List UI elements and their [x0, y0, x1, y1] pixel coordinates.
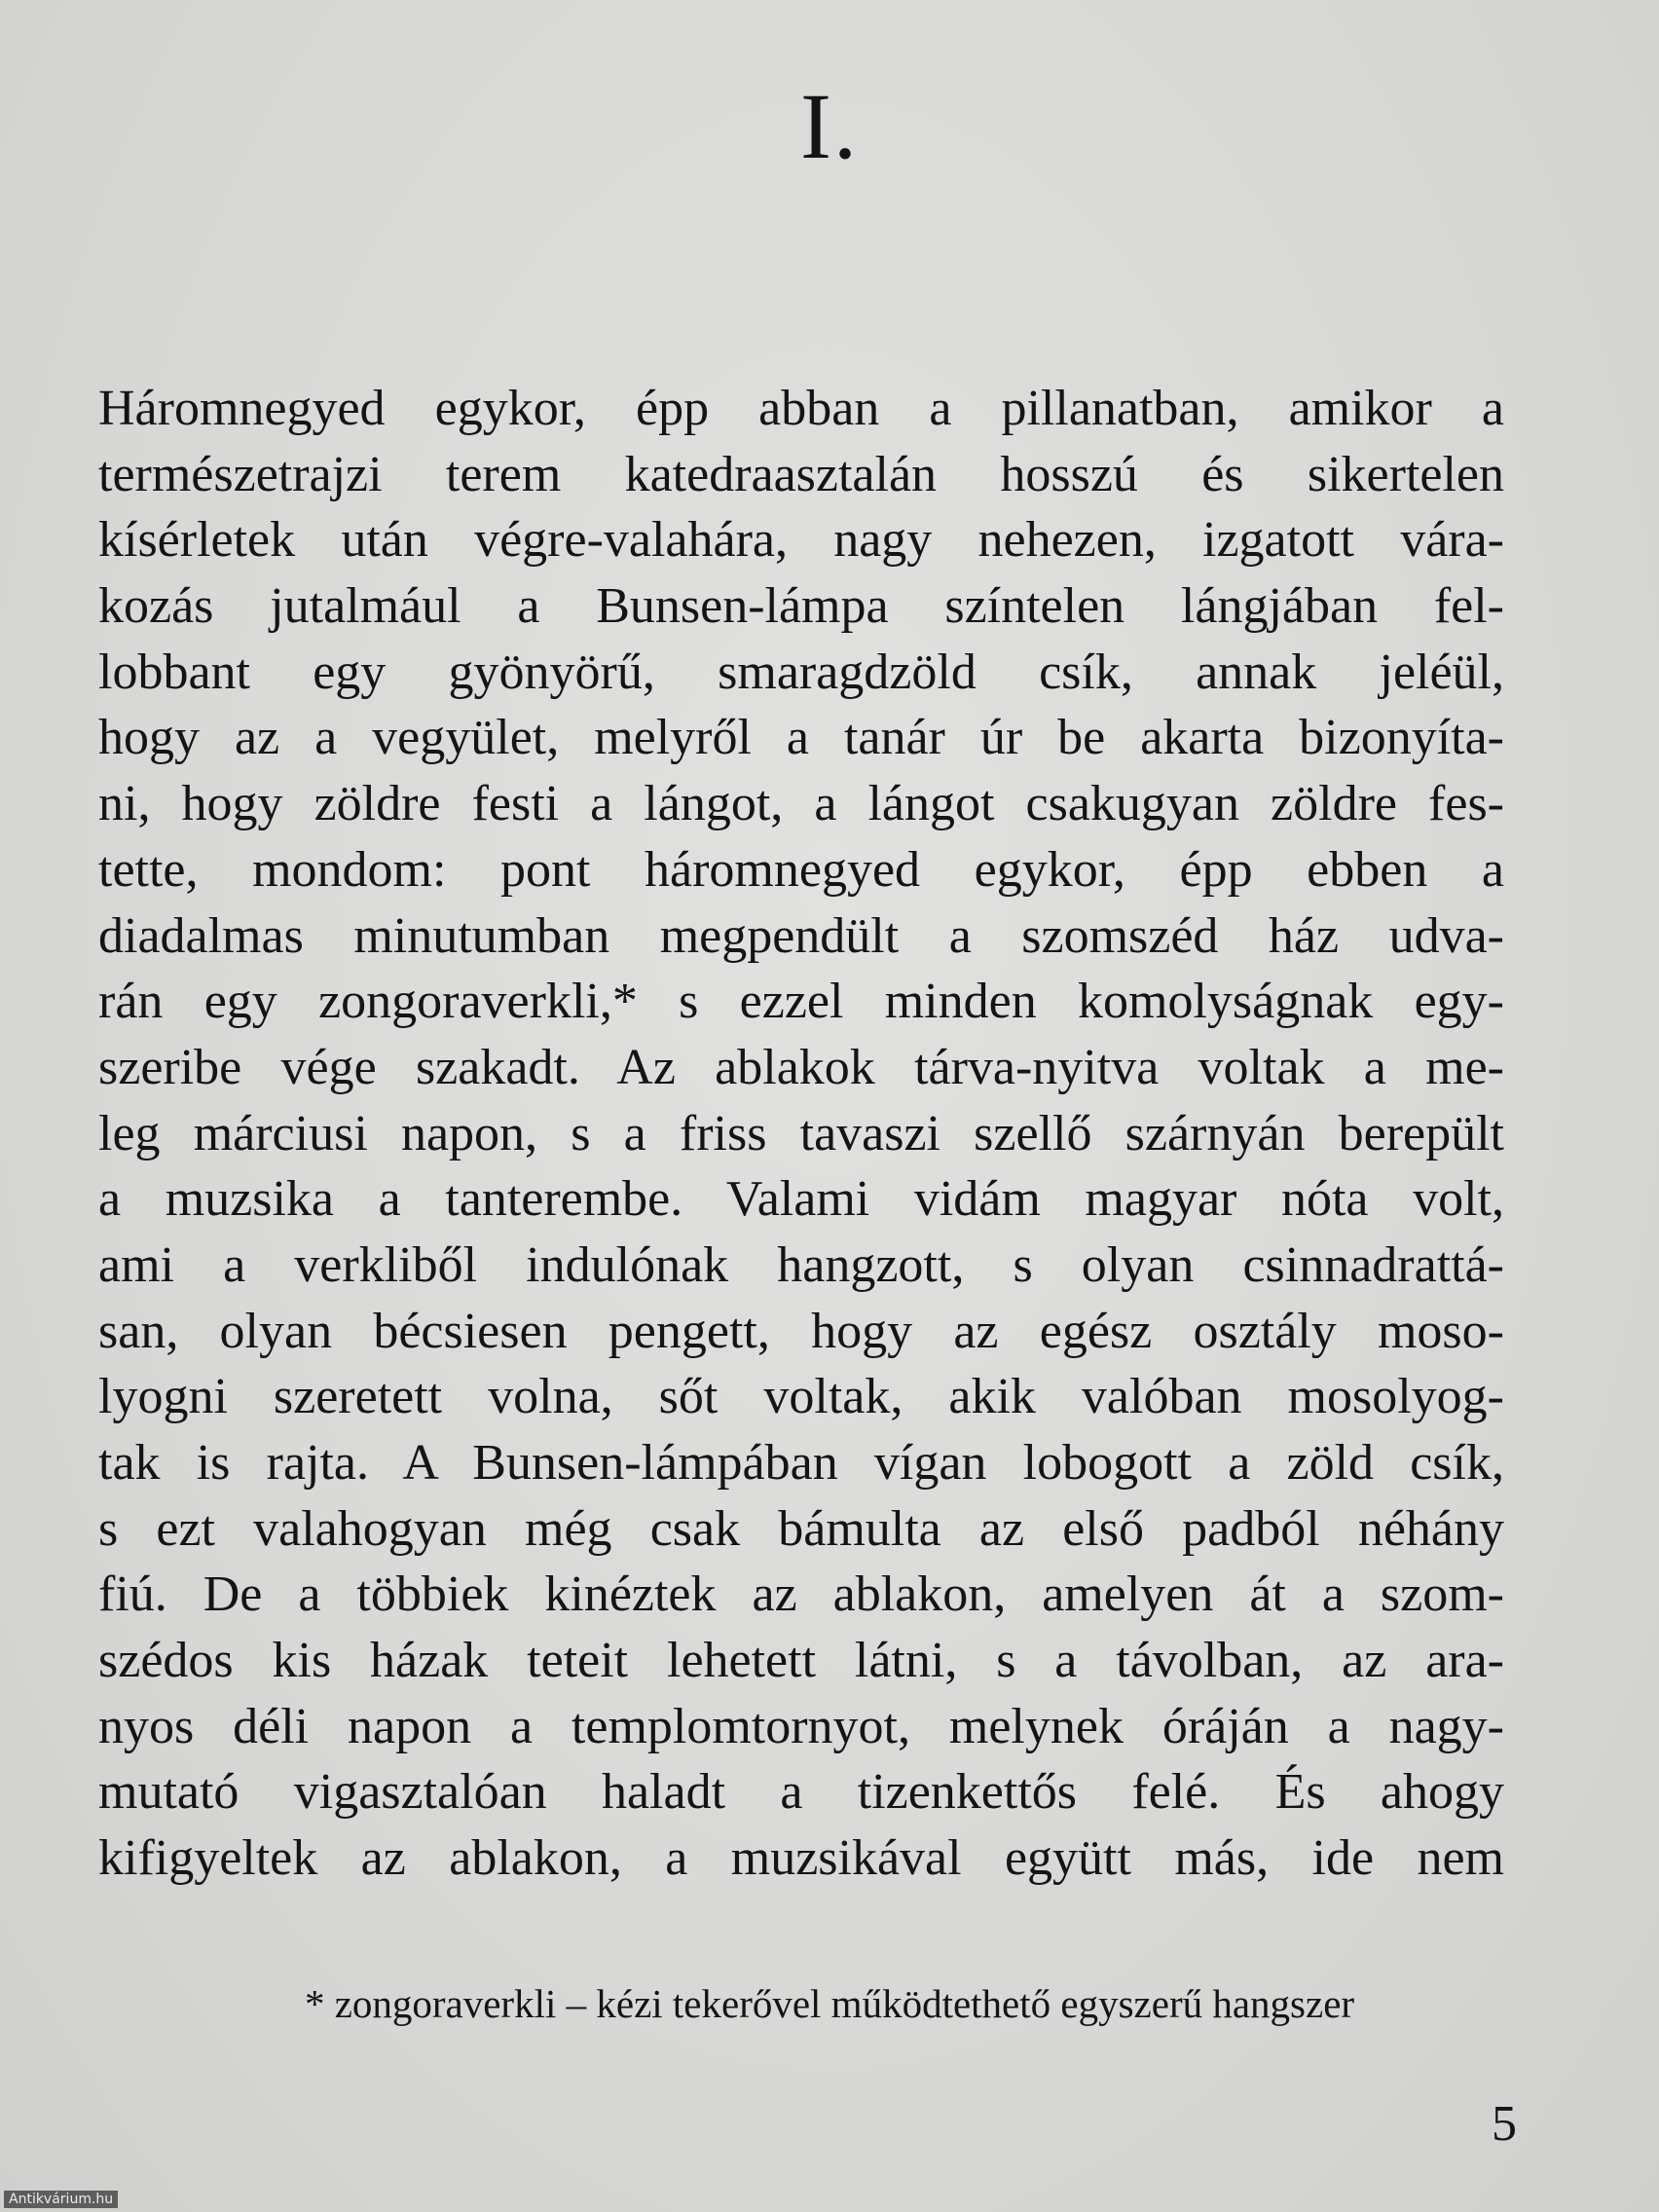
text-line: természetrajzi terem katedraasztalán hosszú és sikertelen — [98, 446, 1504, 502]
footnote: * zongoraverkli – kézi tekerővel működtethető egyszerű hangszer — [304, 1981, 1355, 2026]
text-line: nyos déli napon a templomtornyot, melynek óráján a nagy- — [98, 1698, 1504, 1754]
text-line: san, olyan bécsiesen pengett, hogy az egész osztály moso- — [98, 1303, 1504, 1359]
page-number: 5 — [1492, 2096, 1517, 2152]
text-line: mutató vigasztalóan haladt a tizenkettős felé. És ahogy — [98, 1764, 1504, 1821]
text-line: fiú. De a többiek kinéztek az ablakon, amelyen át a szom- — [98, 1567, 1504, 1623]
text-line: ni, hogy zöldre festi a lángot, a lángot csakugyan zöldre fes- — [98, 776, 1504, 832]
text-line: s ezt valahogyan még csak bámulta az első padból néhány — [98, 1500, 1504, 1557]
text-line: tette, mondom: pont háromnegyed egykor, épp ebben a — [98, 841, 1504, 898]
body-paragraph — [98, 376, 1504, 1892]
watermark-label: Antikvárium.hu — [4, 2191, 118, 2208]
text-line: ami a verkliből indulónak hangzott, s olyan csinnadrattá- — [98, 1236, 1504, 1293]
chapter-title: I. — [800, 74, 859, 178]
text-line: lyogni szeretett volna, sőt voltak, akik valóban mosolyog- — [98, 1369, 1504, 1425]
text-line: diadalmas minutumban megpendült a szomszéd ház udva- — [98, 907, 1504, 964]
text-line: kozás jutalmául a Bunsen-lámpa színtelen lángjában fel- — [98, 578, 1504, 635]
text-line: hogy az a vegyület, melyről a tanár úr be akarta bizonyíta- — [98, 710, 1504, 766]
text-line: lobbant egy gyönyörű, smaragdzöld csík, annak jeléül, — [98, 644, 1504, 700]
text-line: szédos kis házak teteit lehetett látni, s a távolban, az ara- — [98, 1633, 1504, 1689]
text-line: a muzsika a tanterembe. Valami vidám magyar nóta volt, — [98, 1171, 1504, 1228]
text-line: Háromnegyed egykor, épp abban a pillanatban, amikor a — [98, 381, 1504, 436]
text-line: leg márciusi napon, s a friss tavaszi szellő szárnyán berepült — [98, 1105, 1504, 1161]
text-line: kifigyeltek az ablakon, a muzsikával együtt más, ide nem — [98, 1830, 1504, 1887]
text-line: rán egy zongoraverkli,* s ezzel minden komolyságnak egy- — [98, 974, 1504, 1030]
text-line: tak is rajta. A Bunsen-lámpában vígan lobogott a zöld csík, — [98, 1435, 1504, 1491]
text-line: szeribe vége szakadt. Az ablakok tárva-nyitva voltak a me- — [98, 1039, 1504, 1095]
text-line: kísérletek után végre-valahára, nagy nehezen, izgatott vára- — [98, 512, 1504, 569]
